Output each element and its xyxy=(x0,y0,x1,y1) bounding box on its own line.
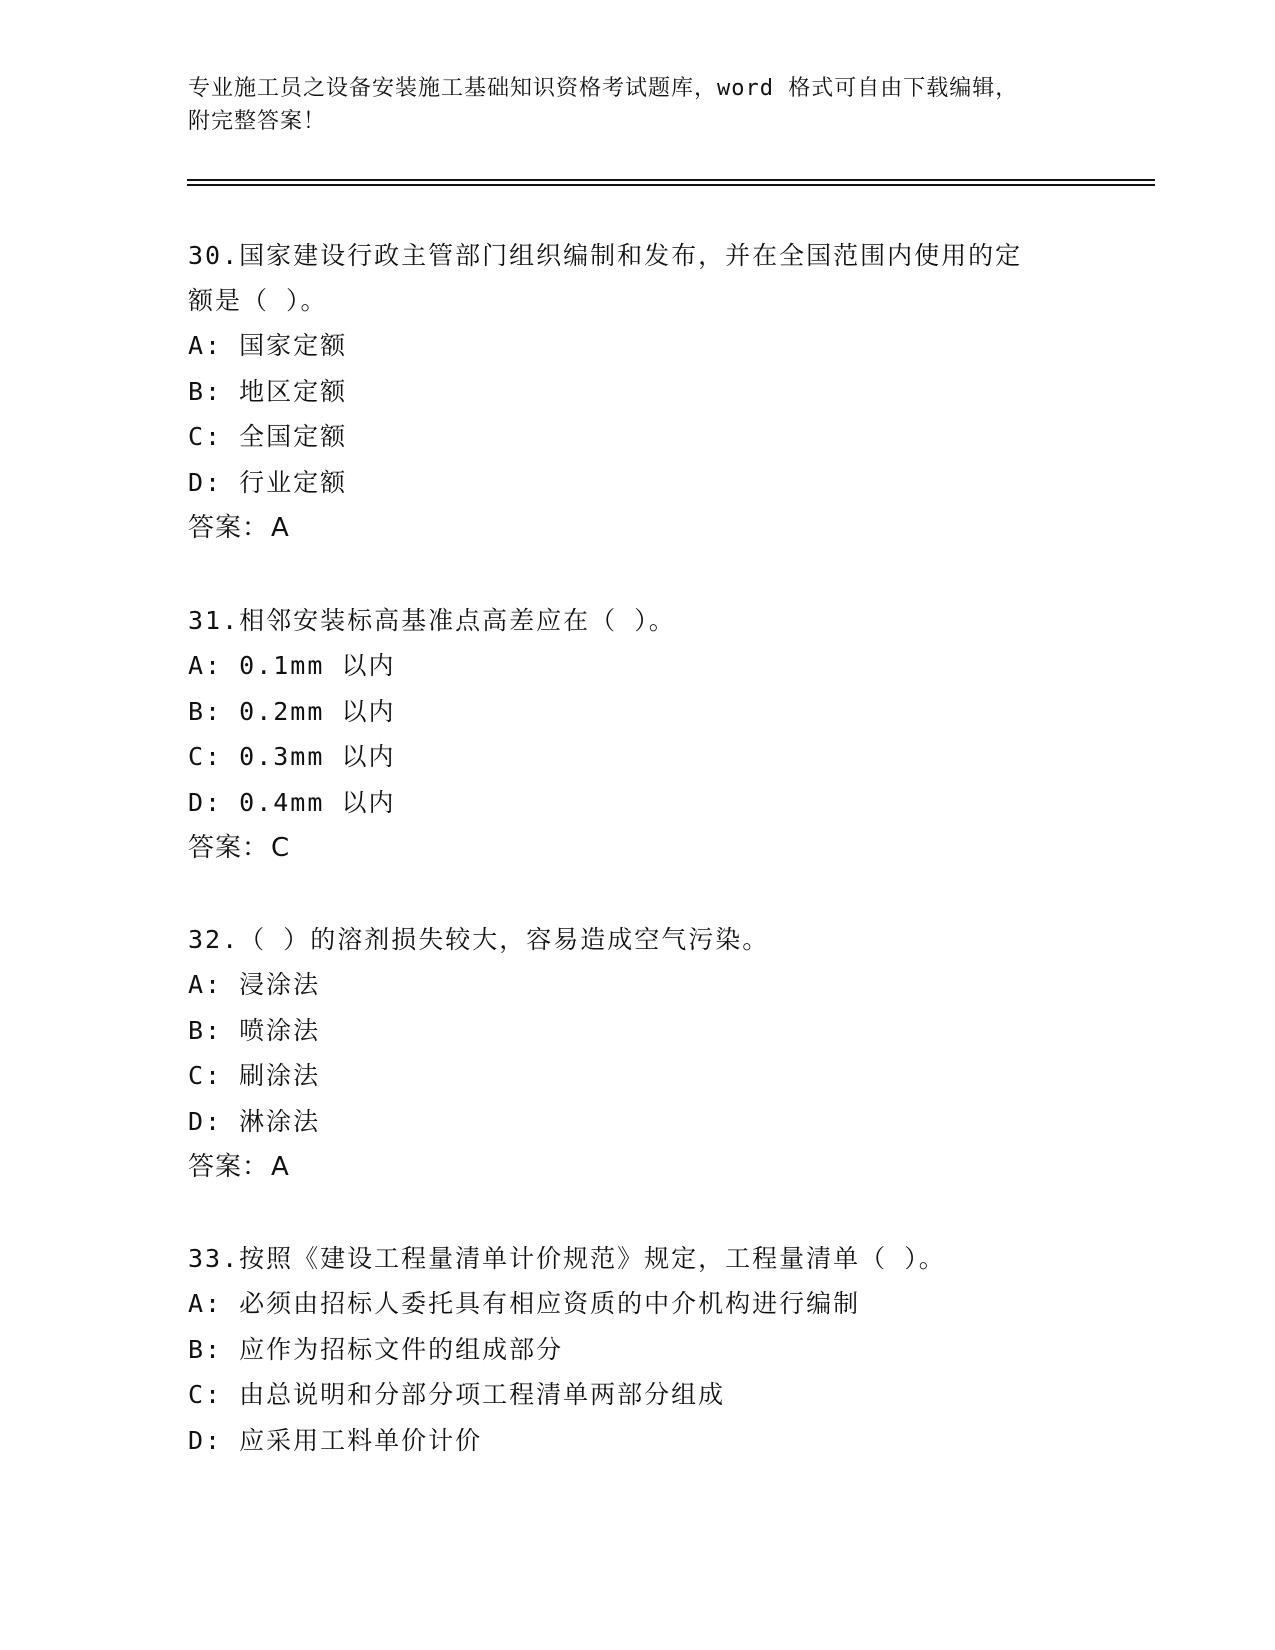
question-stem-line-1: 32.（ ）的溶剂损失较大，容易造成空气污染。 xyxy=(188,925,770,954)
option-c: C: 刷涂法 xyxy=(188,1061,321,1090)
question-stem-line-1: 31.相邻安装标高基准点高差应在（ ）。 xyxy=(188,606,676,635)
option-a: A: 必须由招标人委托具有相应资质的中介机构进行编制 xyxy=(188,1289,861,1318)
answer-line xyxy=(188,1144,1088,1190)
answer-label: 答案： xyxy=(188,513,270,543)
answer-line xyxy=(188,505,1088,551)
option-a: A: 浸涂法 xyxy=(188,970,321,999)
header-divider-bottom xyxy=(187,184,1155,186)
option-b: B: 地区定额 xyxy=(188,376,348,406)
header-line-1: 专业施工员之设备安装施工基础知识资格考试题库，word 格式可自由下载编辑， xyxy=(188,76,1019,101)
option-d: D: 行业定额 xyxy=(188,467,348,497)
answer-value: A xyxy=(271,513,289,543)
question-32 xyxy=(188,917,1088,1190)
answer-label: 答案： xyxy=(188,833,270,863)
option-d: D: 淋涂法 xyxy=(188,1106,321,1136)
option-c: C: 全国定额 xyxy=(188,422,348,451)
answer-label: 答案： xyxy=(188,1152,270,1182)
option-d: D: 应采用工料单价计价 xyxy=(188,1425,483,1455)
answer-value: A xyxy=(271,1152,289,1182)
option-a: A: 0.1mm 以内 xyxy=(188,651,396,680)
document-header xyxy=(188,72,1068,138)
option-c: C: 0.3mm 以内 xyxy=(188,742,396,771)
question-31 xyxy=(188,598,1088,871)
option-c: C: 由总说明和分部分项工程清单两部分组成 xyxy=(188,1380,726,1409)
header-line-2: 附完整答案！ xyxy=(188,109,327,134)
question-stem-line-1: 33.按照《建设工程量清单计价规范》规定，工程量清单（ ）。 xyxy=(188,1244,946,1273)
question-33 xyxy=(188,1236,1088,1463)
question-30 xyxy=(188,233,1088,551)
answer-value: C xyxy=(271,833,290,863)
header-divider-top xyxy=(187,179,1155,181)
option-b: B: 喷涂法 xyxy=(188,1015,321,1045)
option-b: B: 0.2mm 以内 xyxy=(188,696,396,726)
answer-line xyxy=(188,825,1088,871)
question-stem-line-2: 额是（ ）。 xyxy=(188,286,328,315)
option-b: B: 应作为招标文件的组成部分 xyxy=(188,1334,564,1364)
option-d: D: 0.4mm 以内 xyxy=(188,787,396,817)
question-stem-line-1: 30.国家建设行政主管部门组织编制和发布，并在全国范围内使用的定 xyxy=(188,241,1023,270)
option-a: A: 国家定额 xyxy=(188,331,348,360)
